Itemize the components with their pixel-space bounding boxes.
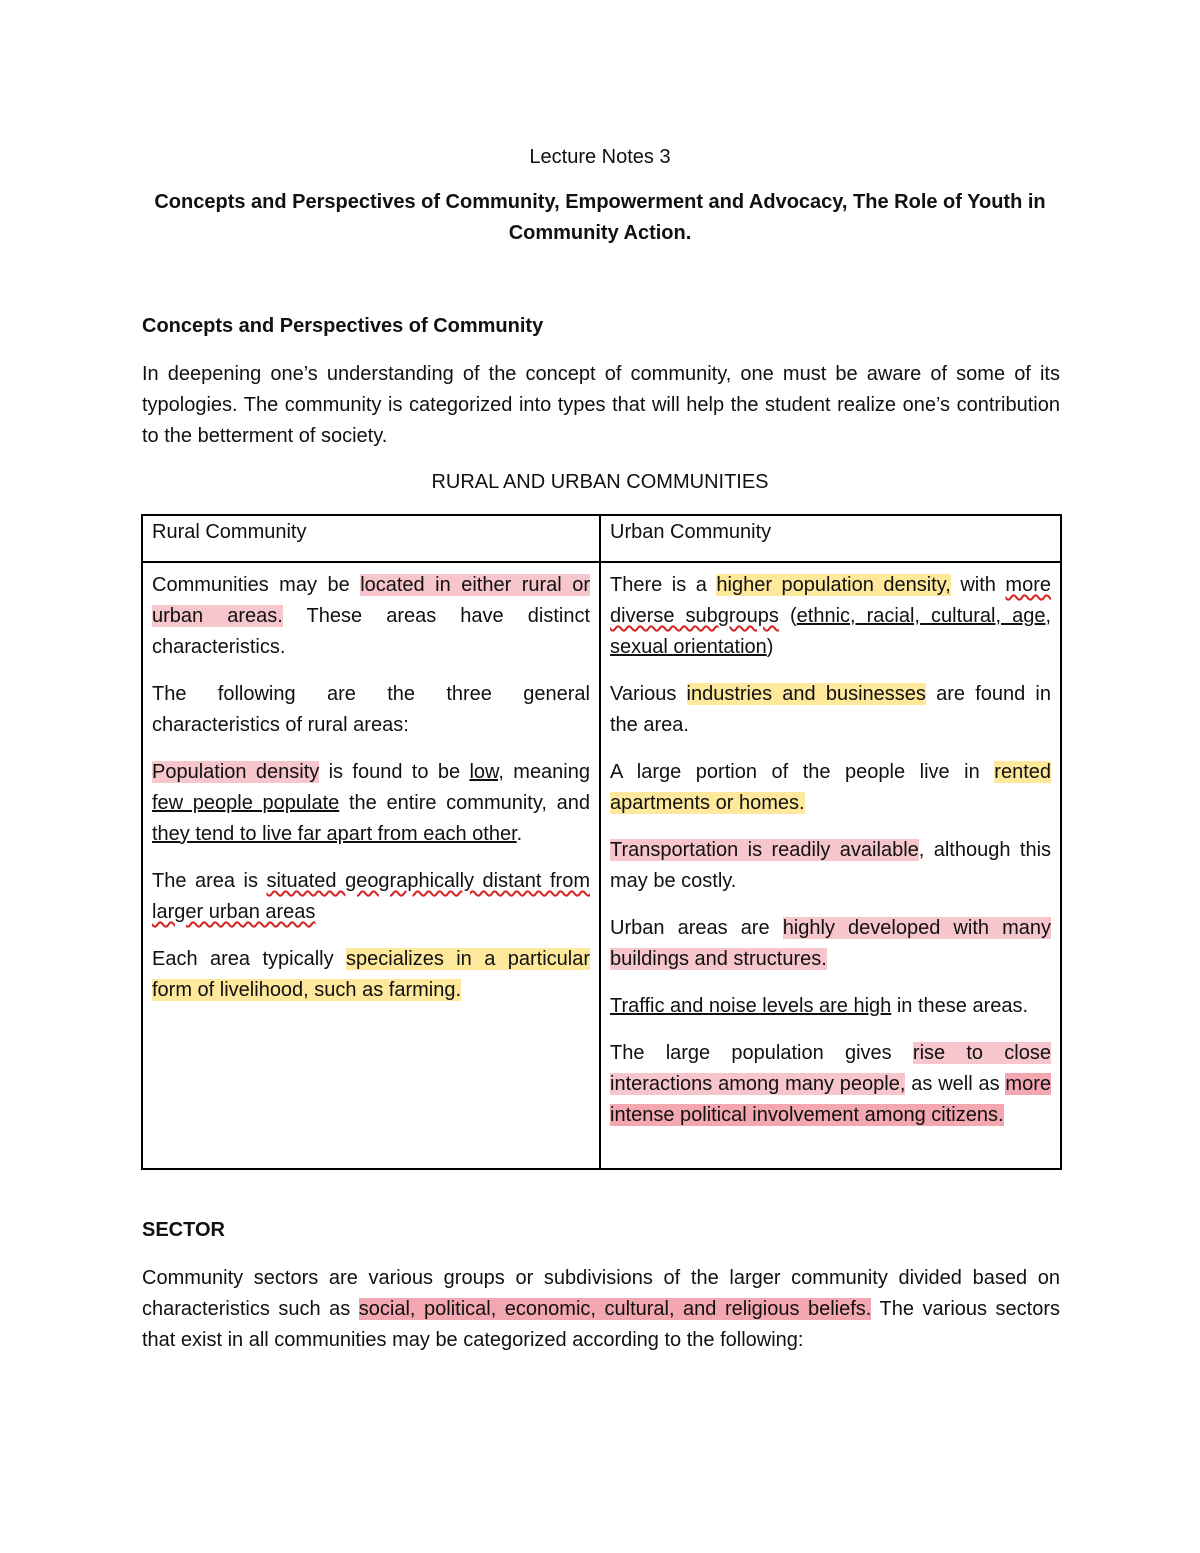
rural-point-1: Communities may be located in either rural or urban areas. These areas have distinct characteristics. — [152, 574, 591, 658]
table-body-row — [142, 562, 1061, 1169]
highlight: Transportation is readily available — [610, 839, 919, 861]
rural-point-3: Population density is found to be low, meaning few people populate the entire community, and they tend to live far apart from each other. — [152, 761, 590, 845]
underline: low, — [469, 761, 504, 783]
rural-point-2: The following are the three general characteristics of rural areas: — [152, 683, 590, 736]
section-heading-sector: SECTOR — [142, 1219, 225, 1241]
urban-point-6: Traffic and noise levels are high in these areas. — [610, 995, 1029, 1017]
section-heading-community: Concepts and Perspectives of Community — [142, 315, 544, 337]
rural-cell — [142, 562, 600, 1169]
underline: they tend to live far apart from each other — [152, 823, 517, 845]
document-subtitle — [140, 187, 1060, 249]
document-title: Lecture Notes 3 — [529, 146, 671, 168]
underline: Traffic and noise levels are high — [610, 995, 892, 1017]
underline: ethnic, racial, cultural, age, sexual orientation — [610, 605, 1052, 658]
highlight: more intense political involvement among citizens. — [610, 1073, 1051, 1126]
highlight: located in either rural or urban areas. — [152, 574, 591, 627]
subtitle-line-2: Community Action. — [508, 222, 692, 244]
table-header-row — [142, 515, 1061, 562]
highlight: Population density — [152, 761, 320, 783]
highlight: specializes in a particular form of livelihood, such as farming. — [152, 948, 591, 1001]
wavy-underline: more diverse subgroups — [610, 574, 1051, 627]
highlight: higher population density, — [716, 574, 951, 596]
wavy-underline: situated geographically distant from larger urban areas — [152, 870, 591, 923]
highlight: social, political, economic, cultural, and religious beliefs. — [358, 1298, 872, 1320]
rural-point-5: Each area typically specializes in a particular form of livelihood, such as farming. — [152, 948, 591, 1001]
urban-point-7: The large population gives rise to close interactions among many people, as well as more intense political involvement among citizens. — [610, 1042, 1051, 1126]
table-title: RURAL AND URBAN COMMUNITIES — [431, 471, 769, 493]
urban-point-3: A large portion of the people live in rented apartments or homes. — [610, 761, 1051, 814]
urban-cell — [600, 562, 1061, 1169]
highlight: industries and businesses — [686, 683, 926, 705]
rural-urban-table — [141, 514, 1062, 1170]
highlight: highly developed with many buildings and structures. — [610, 917, 1051, 970]
urban-point-1: There is a higher population density, with more diverse subgroups (ethnic, racial, cultural, age, sexual orientation) — [610, 574, 1052, 658]
rural-point-4: The area is situated geographically distant from larger urban areas — [152, 870, 591, 923]
urban-point-4: Transportation is readily available, although this may be costly. — [610, 839, 1052, 892]
highlight: rise to close interactions among many people, — [610, 1042, 1051, 1095]
highlight: rented apartments or homes. — [610, 761, 1051, 814]
sector-paragraph: Community sectors are various groups or subdivisions of the larger community divided based on characteristics such as social, political, economic, cultural, and religious beliefs. The various sectors that exist in all communities may be categorized according to the following: — [142, 1267, 1061, 1351]
header-rural: Rural Community — [142, 515, 600, 562]
subtitle-line-1: Concepts and Perspectives of Community, Empowerment and Advocacy, The Role of Youth in — [154, 191, 1046, 213]
underline: few people populate — [152, 792, 340, 814]
header-urban: Urban Community — [600, 515, 1061, 562]
urban-point-2: Various industries and businesses are found in the area. — [610, 683, 1051, 736]
urban-point-5: Urban areas are highly developed with many buildings and structures. — [610, 917, 1051, 970]
intro-paragraph: In deepening one’s understanding of the concept of community, one must be aware of some of its typologies. The community is categorized into types that will help the student realize one’s contribution to the betterment of society. — [142, 363, 1060, 447]
